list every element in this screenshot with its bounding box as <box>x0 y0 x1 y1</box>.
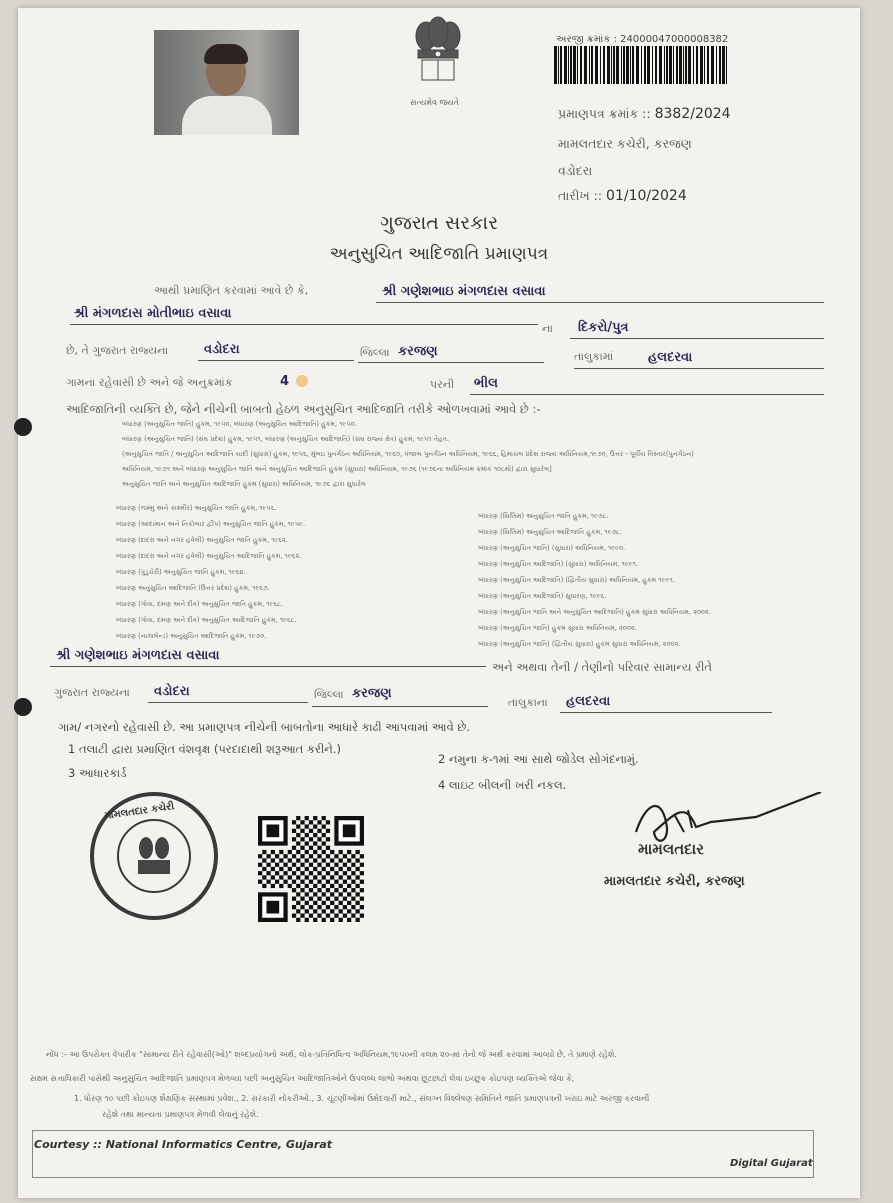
certificate-date: 01/10/2024 <box>606 188 687 204</box>
document-item: 4 લાઇટ બીલની ખરી નકલ. <box>438 778 567 792</box>
district-value-2: વડોદરા <box>154 684 190 699</box>
law-line: બંધારણ (સિક્કિમ) અનુસુચિત આદિજાતિ હુકમ, ૧૯૭૮. <box>478 528 622 536</box>
laws-left <box>116 504 456 648</box>
applicant-photo <box>154 30 299 135</box>
header-district: વડોદરા <box>558 163 593 178</box>
underline <box>574 368 824 369</box>
note-3: 1. ધોરણ ૧૦ પછી કોઇપણ શૈક્ષણિક સંસ્થામાં પ્રવેશ., 2. સરકારી નોકરીઓ., 3. ચૂંટણીઓમાં ઉમેદવારી માટે., સંલગ્ન વિશ્લેષણ સમિતિને જાતિ પ્રમાણપત્રની ખરાઇ માટે અરજી કરવાની <box>74 1094 650 1103</box>
relation-value: દિકરો/પુત્ર <box>578 320 629 335</box>
note-1: નોંધ :- આ ઉપરોક્ત વેપારીક "સામાન્ય રીતે રહેવાસી(ઓ)" શબ્દપ્રયોગનો અર્થ, લોક-પ્રતિનિધિત્વ અધિનિયમ,૧૯૫૦ની કલમ ૨૦-માં તેનો જે અર્થ કરવામાં આવ્યો છે, તે પ્રમાણે રહેશે. <box>46 1050 617 1059</box>
issued-text: ગામ/ નગરનો રહેવાસી છે. આ પ્રમાણપત્ર નીચેની બાબતોના આધારે કાઢી આપવામાં આવે છે. <box>58 720 470 734</box>
application-number: અરજી ક્રમાંક : 24000047000008382 <box>556 34 729 45</box>
signatory-title: મામલતદાર <box>638 840 704 858</box>
law-line: બંધારણ (અનુસુચિત જાતિ) હુકમ સુધારા અધિનિયમ, ૨૦૦૨. <box>478 624 637 632</box>
underline <box>70 324 538 325</box>
recognized-text: આદિજાતિની વ્યક્તિ છે, જેને નીચેની બાબતો હેઠળ અનુસુચિત આદિજાતિ તરીકે ઓળખવામાં આવે છે :- <box>66 402 541 416</box>
state-prefix-2: ગુજરાત રાજ્યના <box>54 686 130 699</box>
law-line: બંધારણ (નાગાલેન્ડ) અનુસુચિત આદિજાતિ હુકમ, ૧૯૭૦. <box>116 632 267 640</box>
law-line: બંધારણ (સિક્કિમ) અનુસુચિત જાતિ હુકમ, ૧૯૭૮. <box>478 512 609 520</box>
taluka-value-2: કરજણ <box>352 686 392 701</box>
underline <box>148 702 308 703</box>
certificate-sheet <box>18 8 860 1198</box>
certificate-number-label: પ્રમાણપત્ર ક્રમાંક :: <box>558 106 651 121</box>
person-name: શ્રી ગણેશભાઇ મંગળદાસ વસાવા <box>382 284 546 299</box>
signatory-office: મામલતદાર કચેરી, કરજણ <box>604 874 745 889</box>
law-line: બંધારણ અનુસુચિત આદિજાતિ (ઉત્તર પ્રદેશ) હુકમ, ૧૯૬૭. <box>116 584 270 592</box>
law-line: બંધારણ (અનુસુચિત આદિજાતિ) (સુધારા) અધિનિયમ, ૧૯૯૧. <box>478 560 638 568</box>
laws-right <box>478 512 828 656</box>
village-value: હલદરવા <box>648 350 693 365</box>
person-name-2: શ્રી ગણેશભાઇ મંગળદાસ વસાવા <box>56 648 220 663</box>
emblem-caption: સત્યમેવ જયતે <box>410 98 459 107</box>
underline <box>570 338 824 339</box>
note-2: સક્ષમ સત્તાધિકારી પાસેથી અનુસુચિત આદિજાતિ પ્રમાણપત્ર મેળવ્યા પછી અનુસુચિત આદિજાતિઓને ઉપલબ્ધ લાભો અથવા છૂટછાટો લેવા ઇચ્છુક કોઇપણ વ્યક્તિએ જેવા કે, <box>30 1074 575 1083</box>
office-name: મામલતદાર કચેરી, કરજણ <box>558 136 692 151</box>
law-line: બંધારણ (દાદરા અને નગર હવેલી) અનુસુચિત આદિજાતિ હુકમ, ૧૯૬૨. <box>116 552 302 560</box>
underline <box>376 302 824 303</box>
date-label: તારીખ :: <box>558 188 603 203</box>
law-line: બંધારણ (અનુસુચિત જાતિ) (દ્વિતીય સુધારા) હુકમ સુધારા અધિનિયમ, ૨૦૦૨. <box>478 640 681 648</box>
tribe-value: ભીલ <box>474 376 498 391</box>
document-item: 2 નમુના ક-૧માં આ સાથે જોડેલ સોગંદનામું. <box>438 752 639 766</box>
law-line: બંધારણ (અનુસુચિત જાતિ અને અનુસુચિત આદિજાતિ) હુકમ સુધારા અધિનિયમ, ૨૦૦૨. <box>478 608 711 616</box>
state-prefix: છે, તે ગુજરાત રાજ્યના <box>66 344 169 357</box>
underline <box>358 362 544 363</box>
qr-code-icon <box>258 816 364 922</box>
document-item: 3 આધારકાર્ડ <box>68 766 127 780</box>
courtesy-text: Courtesy :: National Informatics Centre, Gujarat <box>34 1138 333 1151</box>
certificate-number-row <box>558 106 731 122</box>
underline <box>470 394 824 395</box>
national-emblem-icon <box>406 14 470 92</box>
district-value: વડોદરા <box>204 342 240 357</box>
law-line: બંધારણ (અનુસુચિત જાતિ) (સંઘ પ્રદેશ) હુકમ, ૧૯૫૧, બંધારણ (અનુસુચિત આદિજાતિ) (સંઘ રાજ્ય ક્ષેત્ર) હુકમ, ૧૯૫૧ તેહત. <box>122 435 450 443</box>
taluka-label-2: તાલુકાના <box>508 696 548 709</box>
na-label: ના <box>542 322 553 335</box>
certificate-number: 8382/2024 <box>654 106 731 122</box>
highlight-mark <box>296 375 308 387</box>
serial-number: 4 <box>280 374 290 389</box>
document-item: 1 તલાટી દ્વારા પ્રમાણિત વંશવૃક્ષ (પરદાદાથી શરૂઆત કરીને.) <box>68 742 341 756</box>
brand-text: Digital Gujarat <box>730 1158 813 1169</box>
underline <box>560 712 772 713</box>
law-line: (અનુસુચિત જાતિ / અનુસુચિત આદિજાતિ યાદી (સુધારા) હુકમ, ૧૯૫૬, મુંબઇ પુનર્ગઠન અધિનિયમ, ૧૯૬૦, પંજાબ પુનર્ગઠન અધિનિયમ, ૧૯૬૬, હિમાચલ પ્રદેશ રાજ્ય અધિનિયમ,૧૯૭૦, ઉત્તર - પૂર્વીય વિસ્તાર(પુનર્ગઠન) <box>122 450 694 458</box>
underline <box>198 360 354 361</box>
law-line: બંધારણ (અનુસુચિત આદિજાતિ) સુધારણ, ૧૯૯૬. <box>478 592 607 600</box>
government-title: ગુજરાત સરકાર <box>379 212 499 234</box>
laws-top <box>122 420 842 489</box>
parni-label: પરની <box>430 378 455 391</box>
punch-hole <box>14 698 32 716</box>
date-row <box>558 188 687 204</box>
certificate-title: અનુસુચિત આદિજાતિ પ્રમાણપત્ર <box>329 244 549 264</box>
district-label-2: જિલ્લા <box>314 688 344 701</box>
punch-hole <box>14 418 32 436</box>
taluka-value: કરજણ <box>398 344 438 359</box>
law-line: બંધારણ (પુડુચેરી) અનુસુચિત જાતિ હુકમ, ૧૯૬૪. <box>116 568 246 576</box>
family-text: અને અથવા તેની / તેણીનો પરિવાર સામાન્ય રીતે <box>492 660 713 674</box>
resident-text: ગામના રહેવાસી છે અને જે અનુક્રમાંક <box>66 376 233 389</box>
district-label: જિલ્લા <box>360 346 390 359</box>
seal-text: મામલતદાર કચેરી <box>103 801 175 822</box>
law-line: અધિનિયમ, ૧૯૭૧ અને બંધારણ અનુસુચિત જાતિ અને અનુસુચિત આદિજાતિ હુકમ (સુધારા) અધિનિયમ, ૧૯૭૬ (૧૯૭૬ના અધિનિયમ ક્રમાંક ૧૦૮મો) દ્વારા સુધારેલ] <box>122 465 552 473</box>
law-line: બંધારણ (અનુસુચિત જાતિ) (સુધારા) અધિનિયમ, ૧૯૯૦. <box>478 544 626 552</box>
law-line: બંધારણ (અનુસુચિત જાતિ) હુકમ, ૧૯૫૦, બંધારણ (અનુસુચિત આદિજાતિ) હુકમ, ૧૯૫૦. <box>122 420 357 428</box>
village-value-2: હલદરવા <box>566 694 611 709</box>
law-line: બંધારણ (ગોવા, દમણ અને દીવ) અનુસુચિત આદિજાતિ હુકમ, ૧૯૬૮. <box>116 616 297 624</box>
underline <box>312 706 488 707</box>
barcode-icon <box>554 46 730 84</box>
law-line: બંધારણ (ગોવા, દમણ અને દીવ) અનુસુચિત જાતિ હુકમ, ૧૯૬૮. <box>116 600 283 608</box>
underline <box>50 666 486 667</box>
taluka-label: તાલુકામાં <box>574 350 614 363</box>
law-line: બંધારણ (જમ્મુ અને કાશ્મીર) અનુસુચિત જાતિ હુકમ, ૧૯૫૬. <box>116 504 277 512</box>
law-line: અનુસુચિત જાતિ અને અનુસુચિત આદિજાતિ હુકમ (સુધારા) અધિનિયમ, ૧૯૭૬ દ્વારા સુધારેલ <box>122 480 366 488</box>
note-4: રહેશે તથા માન્યતા પ્રમાણપત્ર મેળવી લેવાનું રહેશે. <box>102 1110 259 1119</box>
certify-prefix: આથી પ્રમાણિત કરવામાં આવે છે કે, <box>154 284 309 297</box>
law-line: બંધારણ (દાદરા અને નગર હવેલી) અનુસુચિત જાતિ હુકમ, ૧૯૬૨. <box>116 536 288 544</box>
law-line: બંધારણ (અનુસુચિત આદિજાતિ) (દ્વિતીય સુધારા) અધિનિયમ, હુકમ ૧૯૯૧. <box>478 576 675 584</box>
law-line: બંધારણ (આંદામાન અને નિકોબાર દ્વીપ) અનુસુચિત જાતિ હુકમ, ૧૯૫૯. <box>116 520 306 528</box>
father-name: શ્રી મંગળદાસ મોતીભાઇ વસાવા <box>74 306 232 321</box>
